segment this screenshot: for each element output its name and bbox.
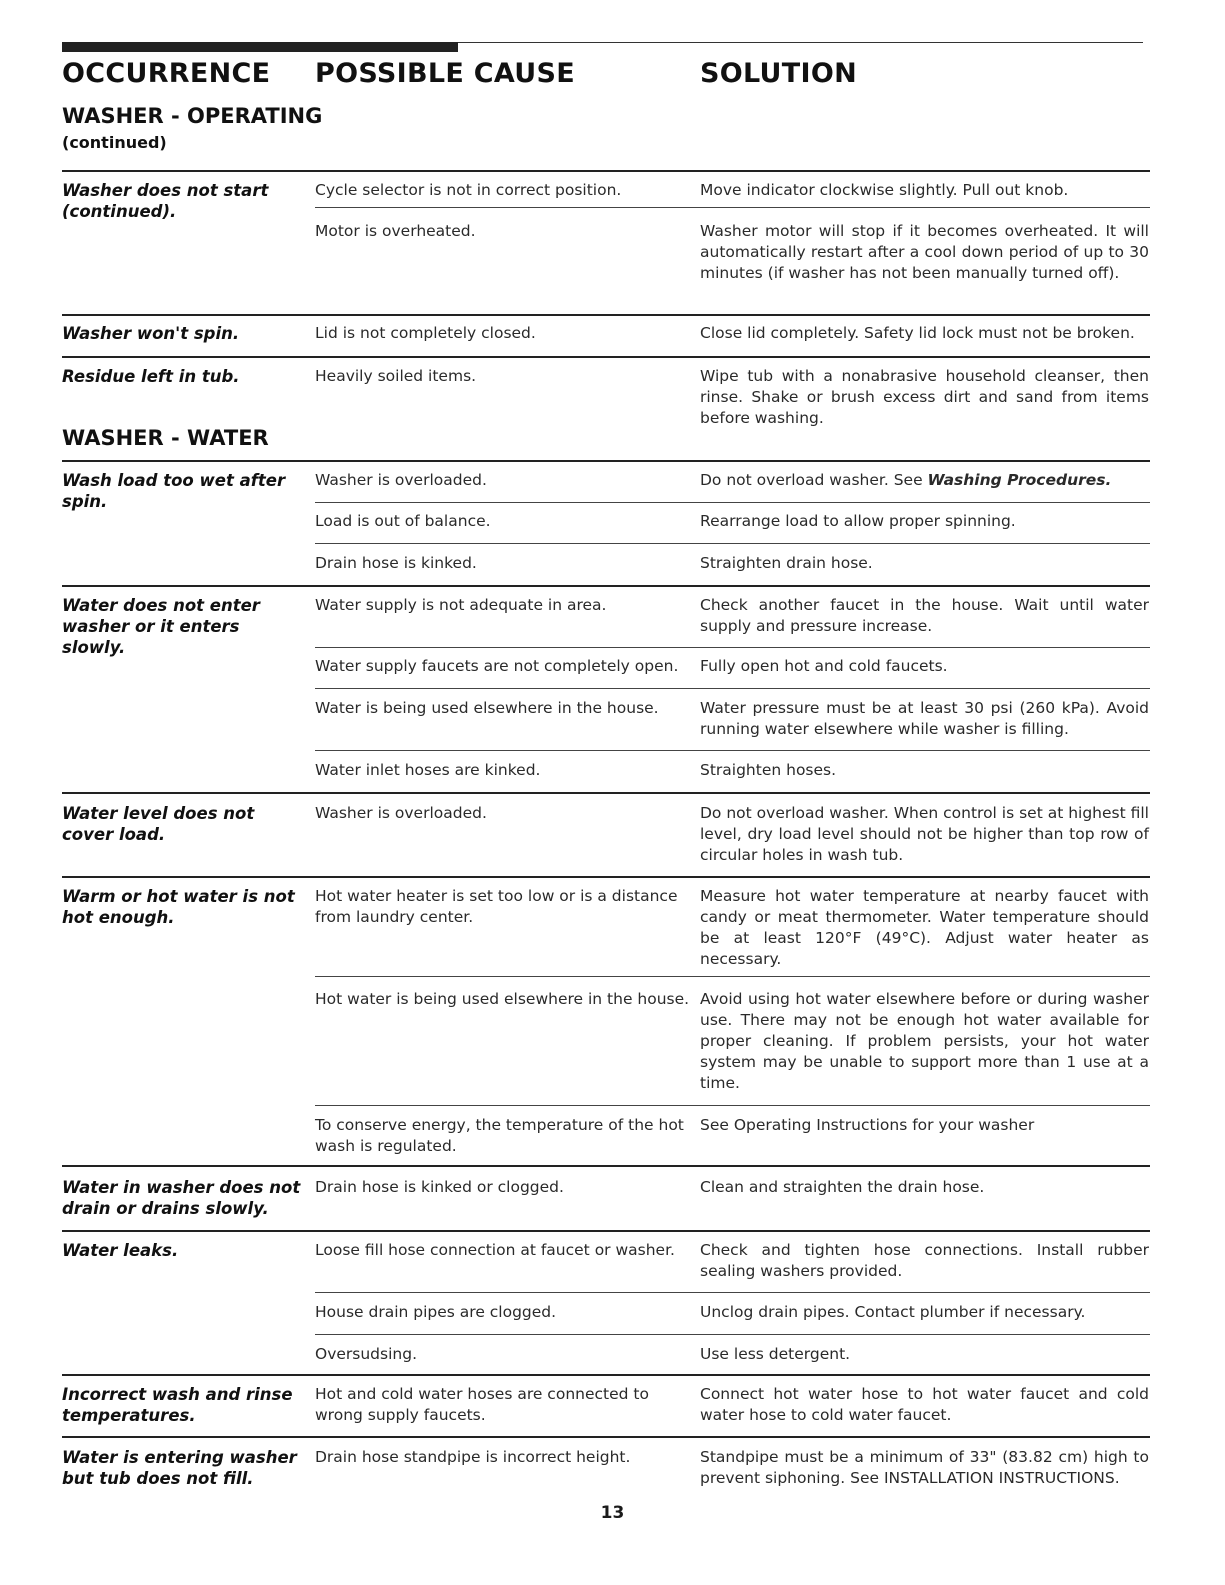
cause-divider — [315, 647, 1150, 648]
row-divider — [62, 356, 1150, 358]
solution-body: Water pressure must be at least 30 psi (260 kPa). Avoid running water elsewhere while washer is filling. — [700, 699, 1149, 738]
cause-divider — [315, 750, 1150, 751]
cause-divider — [315, 1105, 1150, 1106]
section-title-water: WASHER - WATER — [62, 426, 269, 450]
occurrence-text: Incorrect wash and rinse temperatures. — [62, 1385, 293, 1425]
solution-text — [700, 760, 1149, 781]
possible-cause-text: Hot water is being used elsewhere in the house. — [315, 990, 690, 1008]
solution-text — [700, 803, 1149, 866]
possible-cause-text: Water is being used elsewhere in the house. — [315, 699, 659, 717]
solution-text — [700, 1115, 1149, 1136]
solution-text — [700, 698, 1149, 740]
possible-cause-text: Drain hose is kinked. — [315, 554, 477, 572]
possible-cause-text: Lid is not completely closed. — [315, 324, 536, 342]
solution-body: Fully open hot and cold faucets. — [700, 657, 948, 675]
header-possible-cause: POSSIBLE CAUSE — [315, 58, 575, 89]
solution-body: Measure hot water temperature at nearby faucet with candy or meat thermometer. Water temperature should be at least 120°F (49°C). Adjust water heater as necessary. — [700, 887, 1149, 968]
row-divider — [62, 1230, 1150, 1232]
possible-cause-text: Heavily soiled items. — [315, 367, 477, 385]
possible-cause-text: To conserve energy, the temperature of the hot wash is regulated. — [315, 1116, 684, 1155]
possible-cause-text: Hot and cold water hoses are connected to wrong supply faucets. — [315, 1385, 649, 1424]
header-rule — [458, 42, 1143, 43]
solution-text — [700, 366, 1149, 429]
solution-text — [700, 1344, 1149, 1365]
row-divider — [62, 1436, 1150, 1438]
solution-body: Standpipe must be a minimum of 33" (83.82 cm) high to prevent siphoning. See INSTALLATION INSTRUCTIONS. — [700, 1448, 1149, 1487]
solution-body: Wipe tub with a nonabrasive household cleanser, then rinse. Shake or brush excess dirt and sand from items before washing. — [700, 367, 1149, 427]
row-divider — [62, 1374, 1150, 1376]
solution-text — [700, 221, 1149, 284]
occurrence-text: Residue left in tub. — [62, 367, 240, 386]
possible-cause-text: Hot water heater is set too low or is a distance from laundry center. — [315, 887, 678, 926]
solution-body: Do not overload washer. See — [700, 471, 928, 489]
solution-text — [700, 656, 1149, 677]
occurrence-text: Washer won't spin. — [62, 324, 240, 343]
solution-reference: Washing Procedures. — [927, 471, 1112, 489]
cause-divider — [315, 502, 1150, 503]
possible-cause-text: Drain hose standpipe is incorrect height. — [315, 1448, 631, 1466]
cause-divider — [315, 543, 1150, 544]
solution-text — [700, 1447, 1149, 1489]
possible-cause-text: Motor is overheated. — [315, 222, 476, 240]
section-title-operating: WASHER - OPERATING — [62, 104, 323, 128]
cause-divider — [315, 688, 1150, 689]
possible-cause-text: Load is out of balance. — [315, 512, 491, 530]
solution-text — [700, 1240, 1149, 1282]
solution-body: Rearrange load to allow proper spinning. — [700, 512, 1016, 530]
header-bar — [62, 42, 458, 52]
header-solution: SOLUTION — [700, 58, 857, 89]
solution-text — [700, 595, 1149, 637]
solution-body: Check and tighten hose connections. Install rubber sealing washers provided. — [700, 1241, 1149, 1280]
possible-cause-text: Water inlet hoses are kinked. — [315, 761, 541, 779]
section-subtitle-operating: (continued) — [62, 133, 167, 152]
solution-text — [700, 1384, 1149, 1426]
occurrence-text: Washer does not start (continued). — [62, 181, 269, 221]
cause-divider — [315, 976, 1150, 977]
possible-cause-text: House drain pipes are clogged. — [315, 1303, 557, 1321]
solution-body: Avoid using hot water elsewhere before or during washer use. There may not be enough hot water available for proper cleaning. If problem persists, your hot water system may be unable to support more than 1 use at a time. — [700, 990, 1149, 1092]
solution-body: Close lid completely. Safety lid lock must not be broken. — [700, 324, 1135, 342]
row-divider — [62, 792, 1150, 794]
possible-cause-text: Loose fill hose connection at faucet or washer. — [315, 1241, 675, 1259]
occurrence-text: Water leaks. — [62, 1241, 179, 1260]
solution-text — [700, 1302, 1149, 1323]
possible-cause-text: Cycle selector is not in correct position. — [315, 181, 622, 199]
row-divider — [62, 1165, 1150, 1167]
possible-cause-text: Washer is overloaded. — [315, 804, 487, 822]
row-divider — [62, 170, 1150, 172]
occurrence-text: Warm or hot water is not hot enough. — [62, 887, 295, 927]
occurrence-text: Wash load too wet after spin. — [62, 471, 286, 511]
solution-text — [700, 323, 1149, 344]
occurrence-text: Water in washer does not drain or drains slowly. — [62, 1178, 301, 1218]
solution-body: Use less detergent. — [700, 1345, 851, 1363]
solution-text — [700, 511, 1149, 532]
row-divider — [62, 314, 1150, 316]
possible-cause-text: Washer is overloaded. — [315, 471, 487, 489]
solution-text — [700, 180, 1149, 201]
cause-divider — [315, 1292, 1150, 1293]
possible-cause-text: Drain hose is kinked or clogged. — [315, 1178, 564, 1196]
solution-text — [700, 470, 1149, 491]
row-divider — [62, 585, 1150, 587]
header-occurrence: OCCURRENCE — [62, 58, 271, 89]
possible-cause-text: Water supply faucets are not completely open. — [315, 657, 679, 675]
possible-cause-text: Oversudsing. — [315, 1345, 417, 1363]
solution-body: Check another faucet in the house. Wait until water supply and pressure increase. — [700, 596, 1149, 635]
solution-body: Connect hot water hose to hot water faucet and cold water hose to cold water faucet. — [700, 1385, 1149, 1424]
occurrence-text: Water is entering washer but tub does not fill. — [62, 1448, 297, 1488]
occurrence-text: Water does not enter washer or it enters slowly. — [62, 596, 260, 657]
solution-body: Straighten hoses. — [700, 761, 837, 779]
solution-text — [700, 989, 1149, 1094]
row-divider — [62, 460, 1150, 462]
cause-divider — [315, 1334, 1150, 1335]
possible-cause-text: Water supply is not adequate in area. — [315, 596, 607, 614]
row-divider — [62, 876, 1150, 878]
solution-body: Washer motor will stop if it becomes overheated. It will automatically restart after a cool down period of up to 30 minutes (if washer has not been manually turned off). — [700, 222, 1149, 282]
solution-body: Move indicator clockwise slightly. Pull out knob. — [700, 181, 1069, 199]
solution-body: Clean and straighten the drain hose. — [700, 1178, 985, 1196]
solution-text — [700, 1177, 1149, 1198]
occurrence-text: Water level does not cover load. — [62, 804, 255, 844]
cause-divider — [315, 207, 1150, 208]
solution-text — [700, 886, 1149, 970]
solution-body: Do not overload washer. When control is set at highest fill level, dry load level should not be higher than top row of circular holes in wash tub. — [700, 804, 1149, 864]
solution-text — [700, 553, 1149, 574]
solution-body: Straighten drain hose. — [700, 554, 873, 572]
solution-body: See Operating Instructions for your washer — [700, 1116, 1035, 1134]
solution-body: Unclog drain pipes. Contact plumber if necessary. — [700, 1303, 1086, 1321]
page-number: 13 — [600, 1503, 625, 1523]
